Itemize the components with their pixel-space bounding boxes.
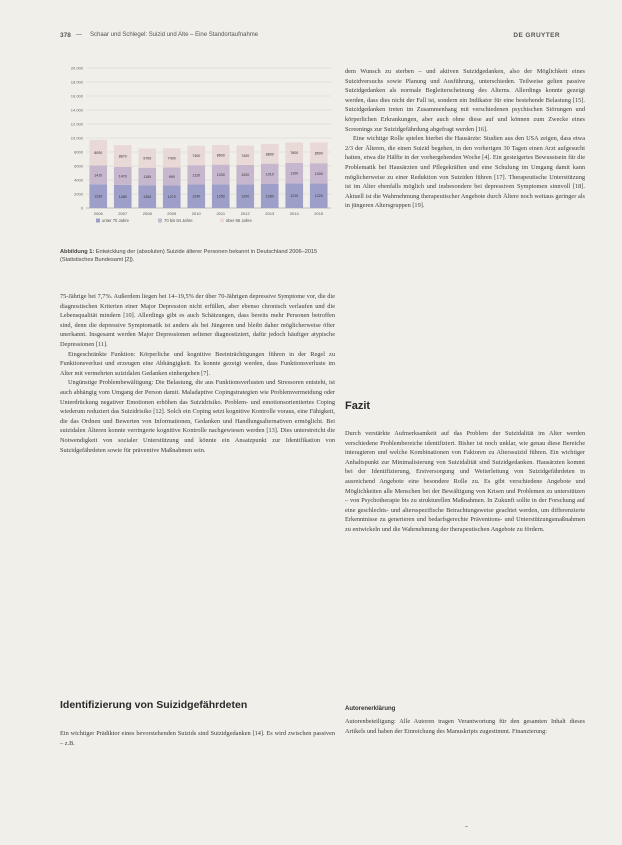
legend-label: über 85 Jahre (226, 218, 252, 223)
data-label: 9700 (143, 156, 152, 161)
data-label: 8600 (216, 153, 225, 158)
legend-label: 70 bis 84 Jahre (164, 218, 193, 223)
data-label: 1200 (241, 194, 250, 199)
data-label: 7400 (192, 153, 201, 158)
x-tick-label: 2008 (142, 211, 152, 216)
data-label: 1100 (290, 171, 299, 176)
fazit-body (345, 429, 585, 535)
data-label: 7800 (290, 151, 299, 156)
data-label: 1030 (216, 173, 225, 178)
right-column-body (345, 67, 585, 211)
legend-swatch (96, 219, 100, 223)
x-tick-label: 2012 (240, 211, 250, 216)
subheading-autorenerklaerung: Autorenerklärung (345, 706, 396, 712)
y-tick-label: 8000 (74, 149, 83, 155)
data-label: 8000 (94, 151, 103, 156)
data-label: 1150 (143, 174, 152, 179)
y-tick-label: 20.000 (70, 65, 83, 71)
caption-label: Abbildung 1: (60, 249, 95, 255)
data-label: 1470 (118, 174, 127, 179)
x-tick-label: 2007 (118, 211, 128, 216)
figure-chart (60, 62, 335, 230)
data-label: 1120 (192, 173, 201, 178)
y-tick-label: 14.000 (70, 107, 83, 113)
data-label: 8670 (118, 154, 127, 159)
x-tick-label: 2009 (167, 211, 177, 216)
data-label: 8800 (265, 152, 274, 157)
y-tick-label: 6000 (74, 163, 83, 169)
scan-mark (465, 826, 468, 827)
paragraph: dem Wunsch zu sterben – und aktiven Suizidgedanken, also der Möglichkeit eines Suizidversuchs sowie Planung und Ausführung, unterschieden. Teilweise gelten passive Suizidgedanken als normale Begleiterscheinung des Alterns. Allerdings konnte gezeigt werden, dass dies nicht der Fall ist, sondern ein Indikator für eine bestehende Belastung [15]. Suizidgedanken treten im Zusammenhang mit verschiedenen psychischen Störungen und körperlichen Erkrankungen, aber auch ohne diese auf und können zum Zwecke eines Screenings zur Suizidgefährdung abgefragt werden [16]. (345, 68, 585, 133)
y-tick-label: 18.000 (70, 79, 83, 85)
data-label: 8500 (314, 151, 323, 156)
data-label: 1210 (290, 194, 299, 199)
y-tick-label: 16.000 (70, 93, 83, 99)
paragraph: Durch verstärkte Aufmerksamkeit auf das Problem der Suizidalität im Alter werden verschiedene Problembereiche identifiziert. Bisher ist noch unklar, wie genau diese Bereiche interagieren und welche Kombinationen von Faktoren zu Alterssuizid führen. Ein wichtiger Anhaltspunkt zur Minimalisierung von Suizidalität sind Suizidgedanken. Hausärzten kommt bei der Identifizierung, Erstversorgung und Weiterleitung von Suizidgefährdeten in ausreichend Angebote eine besondere Rolle zu. Es gibt verschiedene Angebote und Möglichkeiten alle Menschen bei der Bewältigung von Krisen und Problemen zu unterstützen – von Psychotherapie bis zu strukturellen Maßnahmen. In Zukunft sollte in der Forschung auf eine geschlechts- und altersspezifische Betrachtungsweise geachtet werden, um differenzierte Erkenntnisse zu generieren und bedarfsgerechte Präventions- und Unterstützungsmaßnahmen zu entwickeln und die Wahrnehmung der therapeutischen Angebote zu fördern. (345, 430, 585, 533)
paragraph: 75-Jährige bei 7,7%. Außerdem liegen bei 14–19,5% der über 70-Jährigen depressive Symptome vor, die die diagnostischen Kriterien einer Major Depression nicht erfüllen, aber ebenso chronisch verlaufen und die Lebensqualität mindern [10]. Allerdings gibt es auch Schätzungen, dass bereits mehr Personen betroffen sind, denn die depressive Symptomatik ist anders als bei Jüngeren und bleibt daher möglicherweise öfter unerkannt. Insgesamt werden Major Depressionen seltener diagnostiziert, dafür jedoch häufiger atypische Depressionen [11]. (60, 293, 335, 348)
paragraph: Ungünstige Problembewältigung: Die Belastung, die aus Funktionsverlusten und Stressoren entsteht, ist auch abhängig vom Umgang der Person damit. Maladaptive Copingstrategien wie Problemvermeidung oder Unterdrückung negativer Emotionen erhöhen das Suizidrisiko. Problem- und emotionsorientiertes Coping wiederum reduziert das Suizidrisiko [12]. Solch ein Coping setzt kognitive Kontrolle voraus, eine Fähigkeit, die das Ordnen und Bewerten von Informationen, Gedanken und Handlungsalternativen ermöglicht. Bei suizidalen Älteren konnte verringerte kognitive Kontrolle nachgewiesen werden [13]. Dies unterstreicht die Notwendigkeit von sozialer Unterstützung und könnte ein Ansatzpunkt zur Identifikation von Suizidgefährdeten sowie für präventive Maßnahmen sein. (60, 379, 335, 454)
y-tick-label: 10.000 (70, 135, 83, 141)
legend-label: unter 70 Jahre (102, 218, 130, 223)
data-label: 1250 (216, 194, 225, 199)
y-tick-label: 4000 (74, 177, 83, 183)
data-label: 1000 (314, 171, 323, 176)
paragraph: Ein wichtiger Prädiktor eines bevorstehenden Suizids sind Suizidgedanken [14]. Es wird zwischen passiven – z.B. (60, 730, 335, 747)
figure-caption (60, 248, 335, 264)
data-label: 1280 (118, 194, 127, 199)
data-label: 1280 (265, 194, 274, 199)
legend-swatch (220, 219, 224, 223)
data-label: 7400 (167, 156, 176, 161)
y-tick-label: 2000 (74, 191, 83, 197)
x-tick-label: 2010 (191, 211, 201, 216)
legend-swatch (158, 219, 162, 223)
x-tick-label: 2014 (289, 211, 299, 216)
left-column-section-body (60, 729, 335, 748)
data-label: 990 (168, 174, 175, 179)
y-tick-label: 12.000 (70, 121, 83, 127)
data-label: 1220 (314, 194, 323, 199)
stacked-bar-chart (60, 62, 335, 230)
running-header (60, 32, 560, 44)
running-title: Schaar und Schlegel: Suizid und Alte – Eine Standortaufnahme (90, 32, 259, 38)
left-column-body (60, 292, 335, 455)
caption-text: Entwicklung der (absoluten) Suizide älterer Personen bekannt in Deutschland 2006–2015 (Statistisches Bundesamt [2]). (60, 249, 318, 263)
data-label: 1010 (265, 172, 274, 177)
paragraph: Autorenbeteiligung: Alle Autoren tragen Verantwortung für den gesamten Inhalt dieses Artikels und haben der Einreichung des Manuskripts zugestimmt. Finanzierung: (345, 718, 585, 735)
data-label: 1020 (241, 173, 250, 178)
paragraph: Eine wichtige Rolle spielen hierbei die Hausärzte: Studien aus den USA zeigen, dass etwa 2/3 der Älteren, die einen Suizid begehen, in den vorherigen 30 Tagen einen Arzt aufgesucht hatten, etwa die Hälfte in der vorhergehenden Woche [4]. Ein gesteigertes Bewusstsein für die Problematik bei Hausärzten und Pflegekräften und eine Schulung im Umgang damit kann möglicherweise zu einer Reduktion von Suiziden führen [17]. Therapeutische Unterstützung ist im Alter ebenfalls möglich und insbesondere bei depressiven Symptomen sinnvoll [18]. Aktuell ist die Wahrnehmung therapeutischer Angebote durch Ältere noch weitaus geringer als in jüngeren Altersgruppen [19]. (345, 135, 585, 210)
x-tick-label: 2006 (93, 211, 103, 216)
autoren-body (345, 717, 585, 736)
data-label: 1230 (94, 194, 103, 199)
section-heading-identifizierung: Identifizierung von Suizidgefährdeten (60, 699, 248, 711)
x-tick-label: 2011 (216, 211, 226, 216)
data-label: 7400 (241, 153, 250, 158)
publisher-name: DE GRUYTER (513, 32, 560, 39)
section-heading-fazit: Fazit (345, 400, 371, 412)
data-label: 1240 (192, 194, 201, 199)
data-label: 1410 (94, 173, 103, 178)
data-label: 1270 (167, 195, 176, 200)
data-label: 1300 (143, 195, 152, 200)
x-tick-label: 2013 (265, 211, 275, 216)
paragraph: Eingeschränkte Funktion: Körperliche und kognitive Beeinträchtigungen führen in der Regel zu Funktionsverlust und erzeugen eine Abhängigkeit. Es konnte gezeigt werden, dass Funktionsverluste im Alter mit vermehrten suizidalen Gedanken einhergehen [7]. (60, 350, 335, 377)
page-number: 378 (60, 32, 71, 39)
y-tick-label: 0 (80, 205, 83, 211)
x-tick-label: 2015 (314, 211, 324, 216)
header-dash: — (76, 32, 82, 38)
